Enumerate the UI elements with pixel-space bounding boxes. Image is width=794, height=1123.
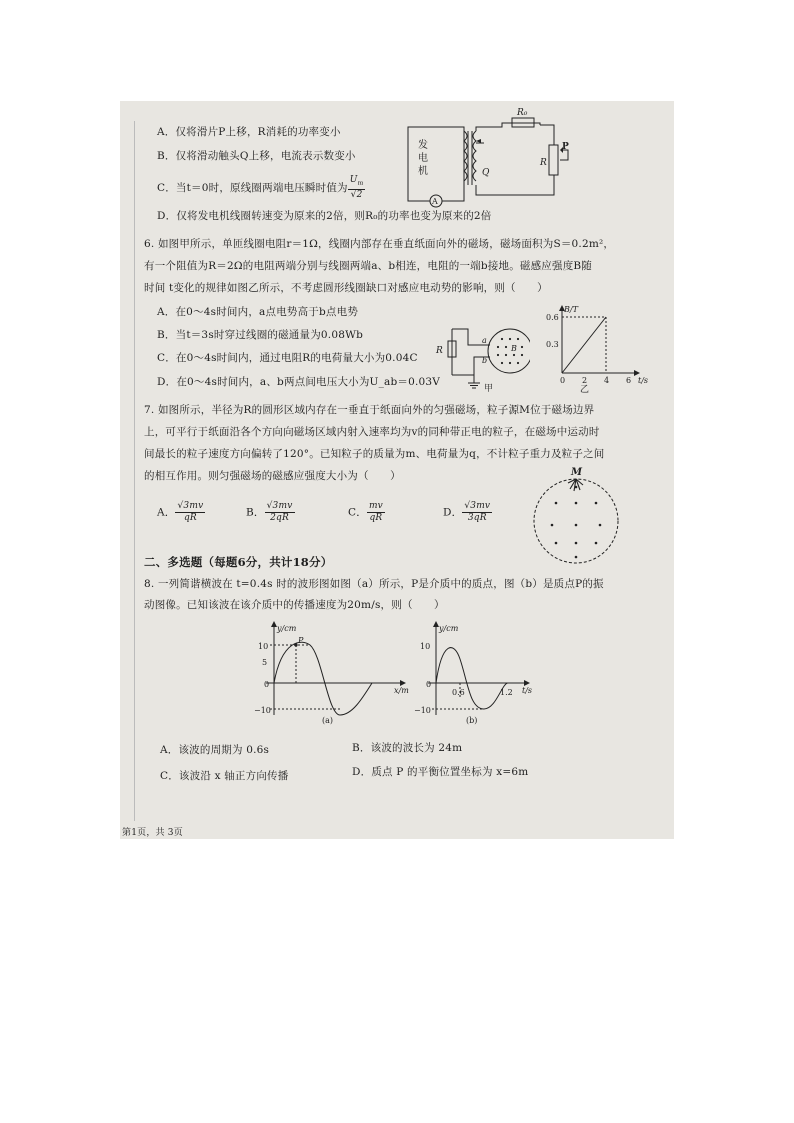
q8-option-b: B．该波的波长为 24m: [352, 742, 463, 754]
page-footer: 第1页，共 3页: [122, 828, 183, 838]
q8-option-d: D．质点 P 的平衡位置坐标为 x=6m: [352, 766, 529, 778]
svg-text:0: 0: [560, 376, 566, 385]
svg-text:2: 2: [582, 376, 588, 385]
svg-text:−10: −10: [254, 706, 271, 715]
vibration-curve: [436, 648, 508, 709]
svg-text:乙: 乙: [580, 385, 590, 393]
particle-velocity-arrows: [568, 479, 583, 491]
q7-stem-line-4: 的相互作用。则匀强磁场的磁感应强度大小为（ ）: [144, 470, 401, 482]
svg-text:B: B: [511, 344, 517, 353]
field-dots: [497, 338, 523, 364]
q6-stem-line-3: 时间 t变化的规律如图乙所示，不考虑圆形线圈缺口对感应电动势的影响，则（ ）: [144, 282, 548, 294]
q7-option-b: B． $\frac{√3mv}{2qR}$: [246, 501, 293, 523]
b-t-line: [562, 317, 606, 373]
q8-option-c: C．该波沿 x 轴正方向传播: [160, 770, 289, 782]
q7-stem-line-3: 间最长的粒子速度方向偏转了120°。已知粒子的质量为m、电荷量为q，不计粒子重力及粒子之间: [144, 448, 605, 460]
svg-text:x/m: x/m: [394, 686, 409, 695]
svg-text:A: A: [432, 197, 438, 206]
q5-option-c: C．当t＝0时，原线圈两端电压瞬时值为 $\frac{U_m}{√2}$: [157, 175, 364, 200]
r-resistor: [549, 145, 558, 175]
svg-text:0.6: 0.6: [546, 313, 559, 322]
q6-option-b: B．当t＝3s时穿过线圈的磁通量为0.08Wb: [157, 329, 363, 341]
q6-option-a: A．在0～4s时间内，a点电势高于b点电势: [157, 306, 359, 318]
section-2-heading: 二、多选题（每题6分，共计18分）: [144, 555, 333, 569]
q5-option-d: D．仅将发电机线圈转速变为原来的2倍，则R₀的功率也变为原来的2倍: [157, 210, 492, 222]
svg-text:0.3: 0.3: [546, 340, 559, 349]
svg-text:y/cm: y/cm: [277, 624, 297, 633]
q7-option-a: A． $\frac{√3mv}{qR}$: [157, 501, 204, 523]
svg-text:P: P: [298, 636, 304, 645]
q5-option-b: B．仅将滑动触头Q上移，电流表示数变小: [157, 150, 356, 162]
q8-option-a: A．该波的周期为 0.6s: [160, 744, 270, 756]
q7-stem-line-2: 上，可平行于纸面沿各个方向向磁场区域内射入速率均为v的同种带正电的粒子，在磁场中运动时: [144, 426, 600, 438]
q6-stem-line-2: 有一个阻值为R＝2Ω的电阻两端分别与线圈两端a、b相连，电阻的一端b接地。磁感应强度B随: [144, 260, 593, 272]
q6-figure-jia: [434, 317, 530, 393]
coil-circle: [488, 329, 530, 373]
margin-line: [134, 121, 135, 821]
q7-option-d: D． $\frac{√3mv}{3qR}$: [443, 501, 491, 523]
svg-text:a: a: [482, 336, 487, 345]
svg-text:t/s: t/s: [522, 686, 533, 695]
um-fraction: $\frac{U_m}{√2}$: [349, 175, 364, 200]
svg-text:0: 0: [426, 680, 432, 689]
svg-text:10: 10: [420, 642, 431, 651]
svg-text:6: 6: [626, 376, 632, 385]
q6-option-d: D．在0～4s时间内，a、b两点间电压大小为U_ab＝0.03V: [157, 376, 441, 388]
wave-curve: [274, 642, 372, 715]
q7-stem-line-1: 7. 如图所示，半径为R的圆形区域内存在一垂直于纸面向外的匀强磁场，粒子源M位于磁场边界: [144, 404, 595, 416]
svg-text:甲: 甲: [484, 384, 494, 393]
svg-text:Q: Q: [482, 168, 490, 178]
svg-text:y/cm: y/cm: [439, 624, 459, 633]
q8-wave-graph-a: [252, 619, 418, 725]
q6-option-c: C．在0～4s时间内，通过电阻R的电荷量大小为0.04C: [157, 352, 418, 364]
svg-text:P: P: [562, 142, 569, 152]
svg-text:0.6: 0.6: [452, 688, 465, 697]
q8-vibration-graph-b: [410, 619, 538, 725]
svg-text:R₀: R₀: [517, 108, 528, 118]
q7-magnetic-field-circle: [530, 463, 622, 567]
field-dots: [551, 486, 602, 559]
svg-text:R: R: [436, 346, 443, 356]
generator-label: 发电机: [418, 140, 428, 177]
svg-text:t/s: t/s: [638, 376, 649, 385]
q6-figure-yi: [546, 301, 652, 393]
svg-text:(a): (a): [322, 716, 334, 725]
svg-text:b: b: [482, 356, 488, 365]
q8-stem-line-2: 动图像。已知该波在该介质中的传播速度为20m/s，则（ ）: [144, 599, 445, 611]
q5-option-a: A．仅将滑片P上移，R消耗的功率变小: [157, 126, 341, 138]
q7-option-c: C． $\frac{mv}{qR}$: [348, 501, 383, 523]
svg-text:0: 0: [264, 680, 270, 689]
q6-stem-line-1: 6. 如图甲所示，单匝线圈电阻r＝1Ω，线圈内部存在垂直纸面向外的磁场，磁场面积为S＝0.2m²，: [144, 238, 615, 250]
svg-text:(b): (b): [466, 716, 478, 725]
svg-text:5: 5: [262, 658, 268, 667]
q8-stem-line-1: 8. 一列简谐横波在 t=0.4s 时的波形图如图（a）所示，P是介质中的质点，图（b）是质点P的振: [144, 578, 604, 590]
svg-text:10: 10: [258, 642, 269, 651]
svg-text:−10: −10: [414, 706, 431, 715]
svg-text:4: 4: [604, 376, 610, 385]
svg-text:M: M: [571, 467, 583, 478]
svg-text:B/T: B/T: [564, 305, 578, 314]
scanned-page: [120, 101, 674, 839]
svg-text:1.2: 1.2: [500, 688, 513, 697]
svg-text:R: R: [540, 158, 547, 168]
